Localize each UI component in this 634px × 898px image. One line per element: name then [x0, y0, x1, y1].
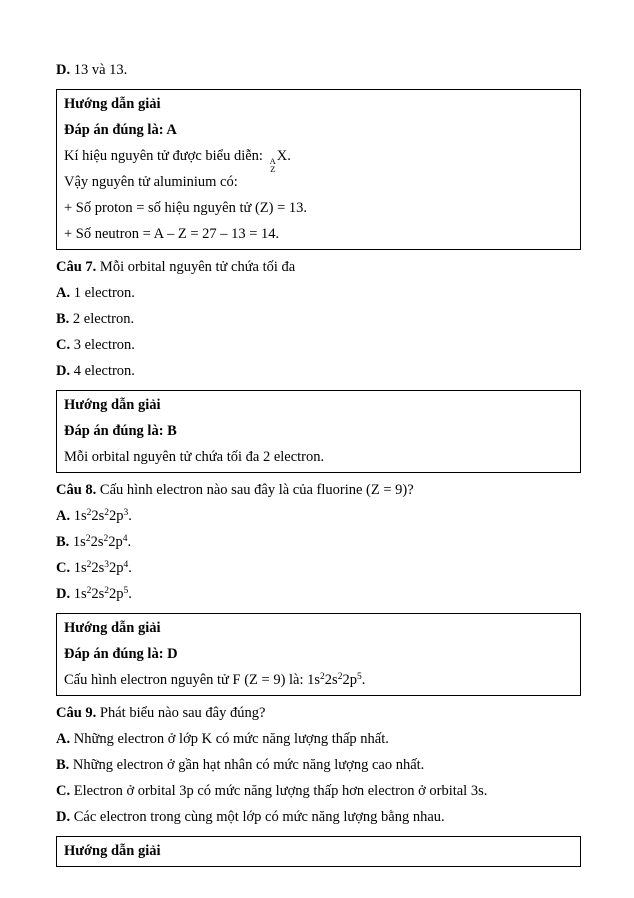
option-label: C. — [56, 337, 71, 353]
q7-option-a — [56, 280, 581, 306]
option-text: 13 và 13. — [70, 62, 128, 78]
solution-header: Hướng dẫn giải — [64, 96, 161, 112]
solution-header: Hướng dẫn giải — [64, 620, 161, 636]
solution-line: + Số neutron = A – Z = 27 – 13 = 14. — [64, 226, 280, 242]
correct-answer-line: Đáp án đúng là: D — [64, 646, 178, 662]
solution-line: Vậy nguyên tử aluminium có: — [64, 174, 238, 190]
solution-line: + Số proton = số hiệu nguyên tử (Z) = 13. — [64, 200, 308, 216]
option-text: Các electron trong cùng một lớp có mức năng lượng bằng nhau. — [70, 809, 445, 825]
question-text: Phát biểu nào sau đây đúng? — [96, 705, 266, 721]
solution-box-q6 — [56, 89, 581, 250]
option-text: $1s^22s^22p^3$. — [70, 508, 132, 524]
q7-option-c — [56, 332, 581, 358]
q8-option-c — [56, 555, 581, 581]
nuclide-notation — [267, 148, 288, 174]
notation-line — [64, 143, 572, 174]
option-text: 1 electron. — [70, 285, 135, 301]
question-9-stem — [56, 700, 581, 726]
element-symbol: X — [276, 148, 288, 164]
correct-answer-line: Đáp án đúng là: A — [64, 122, 177, 138]
option-text: $1s^22s^22p^5$. — [70, 586, 132, 602]
solution-line: Cấu hình electron nguyên tử F (Z = 9) là: $1s^22s^22p^5$. — [64, 672, 366, 688]
correct-answer-line: Đáp án đúng là: B — [64, 423, 177, 439]
solution-header: Hướng dẫn giải — [64, 843, 161, 859]
option-label: B. — [56, 757, 70, 773]
option-label: D. — [56, 586, 71, 602]
option-text: Electron ở orbital 3p có mức năng lượng thấp hơn electron ở orbital 3s. — [70, 783, 488, 799]
q7-option-d — [56, 358, 581, 384]
option-text: $1s^22s^22p^4$. — [69, 534, 132, 550]
question-number: Câu 9. — [56, 705, 97, 721]
q8-option-b — [56, 529, 581, 555]
option-label: D. — [56, 62, 71, 78]
option-label: B. — [56, 534, 70, 550]
q8-option-d — [56, 581, 581, 607]
q9-option-d — [56, 804, 581, 830]
q8-option-a — [56, 503, 581, 529]
solution-box-q9 — [56, 836, 581, 867]
question-7-stem — [56, 254, 581, 280]
question-text: Mỗi orbital nguyên tử chứa tối đa — [96, 259, 296, 275]
option-label: D. — [56, 809, 71, 825]
option-text: 4 electron. — [70, 363, 135, 379]
q9-option-b — [56, 752, 581, 778]
q9-option-a — [56, 726, 581, 752]
question-text: Cấu hình electron nào sau đây là của fluorine (Z = 9)? — [96, 482, 414, 498]
question-8-stem — [56, 477, 581, 503]
q9-option-c — [56, 778, 581, 804]
solution-header: Hướng dẫn giải — [64, 397, 161, 413]
option-label: B. — [56, 311, 70, 327]
solution-line: Mỗi orbital nguyên tử chứa tối đa 2 electron. — [64, 449, 325, 465]
option-label: A. — [56, 508, 71, 524]
notation-pre-text: Kí hiệu nguyên tử được biểu diễn: — [64, 148, 267, 164]
option-label: D. — [56, 363, 71, 379]
option-label: C. — [56, 783, 71, 799]
option-text: $1s^22s^32p^4$. — [70, 560, 132, 576]
option-text: 3 electron. — [70, 337, 135, 353]
option-label: C. — [56, 560, 71, 576]
question-number: Câu 8. — [56, 482, 97, 498]
solution-box-q8 — [56, 613, 581, 696]
answer-option-line — [56, 57, 581, 83]
question-number: Câu 7. — [56, 259, 97, 275]
option-text: Những electron ở lớp K có mức năng lượng thấp nhất. — [70, 731, 389, 747]
option-text: Những electron ở gần hạt nhân có mức năng lượng cao nhất. — [69, 757, 425, 773]
solution-box-q7 — [56, 390, 581, 473]
option-label: A. — [56, 285, 71, 301]
option-text: 2 electron. — [69, 311, 135, 327]
mass-number: A — [269, 156, 276, 166]
notation-post-text: . — [287, 148, 291, 164]
atomic-number: Z — [270, 164, 276, 174]
option-label: A. — [56, 731, 71, 747]
q7-option-b — [56, 306, 581, 332]
